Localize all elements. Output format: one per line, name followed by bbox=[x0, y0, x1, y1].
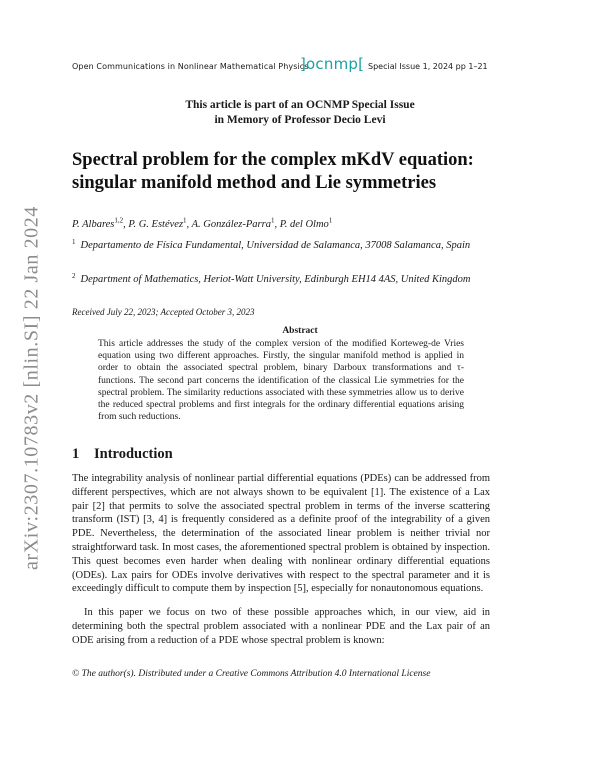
journal-name: Open Communications in Nonlinear Mathematical Physics bbox=[72, 62, 309, 71]
affiliation-text: Departamento de Física Fundamental, Universidad de Salamanca, 37008 Salamanca, Spain bbox=[80, 240, 471, 251]
author-name: P. del Olmo bbox=[279, 219, 329, 230]
author-affiliation-mark: 1,2 bbox=[114, 216, 124, 225]
affiliation-number: 1 bbox=[72, 237, 76, 246]
journal-logo: ]ocnmp[ bbox=[300, 55, 365, 73]
special-issue-notice-line2: in Memory of Professor Decio Levi bbox=[214, 114, 386, 126]
affiliation-2 bbox=[72, 272, 482, 288]
affiliation-1 bbox=[72, 238, 482, 254]
author-affiliation-mark: 1 bbox=[183, 216, 187, 225]
special-issue-notice-line1: This article is part of an OCNMP Special Issue bbox=[185, 99, 415, 111]
abstract-heading: Abstract bbox=[282, 326, 318, 336]
affiliation-number: 2 bbox=[72, 271, 76, 280]
license-notice: © The author(s). Distributed under a Creative Commons Attribution 4.0 International License bbox=[72, 669, 431, 679]
section-heading bbox=[72, 446, 173, 463]
section-number: 1 bbox=[72, 446, 80, 462]
body-paragraph: In this paper we focus on two of these possible approaches which, in our view, aid in determining both the spectral problem associated with a nonlinear PDE and the Lax pair of an ODE arising from a reduction of a PDE whose spectral problem is known: bbox=[72, 607, 490, 646]
author-name: P. Albares bbox=[72, 219, 115, 230]
affiliation-text: Department of Mathematics, Heriot-Watt University, Edinburgh EH14 4AS, United Kingdom bbox=[80, 274, 471, 285]
author-name: A. González-Parra bbox=[191, 219, 271, 230]
author-affiliation-mark: 1 bbox=[328, 216, 333, 225]
body-paragraph: The integrability analysis of nonlinear partial differential equations (PDEs) can be addressed from different perspectives, which are not always shown to be equivalent [1]. The existence of a Lax pair [2] that permits to solve the associated spectral problem in terms of the inverse scattering transform (IST) [3, 4] is frequently considered as a definite proof of the integrability of a given PDE. Nevertheless, the determination of the associated linear problem is neither trivial nor straightforward task. In most cases, the aforementioned spectral problem is obtained by inspection. This quest becomes even harder when dealing with nonlinear ordinary differential equations (ODEs). Lax pairs for ODEs involve derivatives with respect to the spectral parameter and it is exceedingly difficult to compute them by inspection [5], especially for nonautonomous equations. bbox=[72, 473, 490, 595]
section-title: Introduction bbox=[94, 446, 173, 462]
issue-info: Special Issue 1, 2024 pp 1–21 bbox=[368, 62, 488, 71]
author-list: P. Albares$^{1,2}$, P. G. Estévez$^1$, A. González-Parra$^1$, P. del Olmo$^1$ bbox=[72, 216, 333, 230]
author-affiliation-mark: 1 bbox=[270, 216, 275, 225]
abstract-text: This article addresses the study of the complex version of the modified Korteweg-de Vries equation using two different approaches. Firstly, the singular manifold method is applied in order to obtain the associated spectral problem, binary Darboux transformations and τ-functions. The second part concerns the identification of the classical Lie symmetries for the spectral problem. The similarity reductions associated with these symmetries allow us to derive the reduced spectral problems and first integrals for the ordinary differential equations arising from such reductions. bbox=[98, 339, 464, 423]
author-name: P. G. Estévez bbox=[128, 219, 184, 230]
paper-title: Spectral problem for the complex mKdV equation: singular manifold method and Lie symmetries bbox=[72, 150, 474, 193]
received-accepted-dates: Received July 22, 2023; Accepted October 3, 2023 bbox=[72, 307, 255, 317]
arxiv-identifier-stamp: arXiv:2307.10783v2 [nlin.SI] 22 Jan 2024 bbox=[20, 206, 43, 570]
